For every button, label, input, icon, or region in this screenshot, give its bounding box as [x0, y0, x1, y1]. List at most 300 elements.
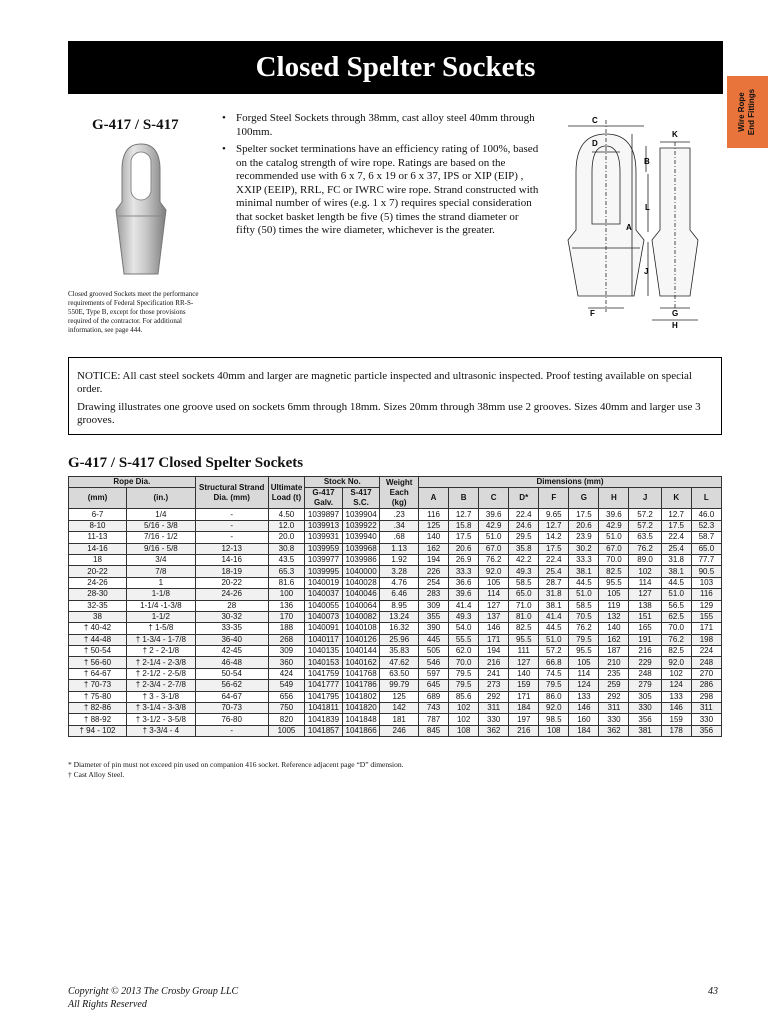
header-strand-dia: Structural Strand Dia. (mm) — [195, 477, 268, 509]
table-cell: 44.5 — [539, 623, 569, 634]
table-cell: 210 — [599, 657, 629, 668]
table-cell: 1039977 — [305, 554, 343, 565]
table-cell: 750 — [268, 703, 305, 714]
table-cell: 49.3 — [449, 611, 479, 622]
table-row — [69, 714, 722, 725]
table-cell: † 82-86 — [69, 703, 127, 714]
table-cell: 31.8 — [539, 589, 569, 600]
table-cell: 102 — [449, 703, 479, 714]
table-cell: 74.5 — [539, 668, 569, 679]
table-cell: 57.2 — [629, 520, 661, 531]
table-cell: † 88-92 — [69, 714, 127, 725]
table-cell: † 40-42 — [69, 623, 127, 634]
table-cell: - — [195, 725, 268, 736]
table-row — [69, 703, 722, 714]
table-cell: 181 — [380, 714, 419, 725]
table-cell: † 2-1/2 - 2-5/8 — [126, 668, 195, 679]
table-cell: 1040037 — [305, 589, 343, 600]
table-cell: 5/16 - 3/8 — [126, 520, 195, 531]
table-cell: 235 — [599, 668, 629, 679]
table-cell: 445 — [419, 634, 449, 645]
table-cell: † 94 - 102 — [69, 725, 127, 736]
table-cell: 51.0 — [569, 589, 599, 600]
table-cell: 26.9 — [449, 554, 479, 565]
table-cell: 41.4 — [539, 611, 569, 622]
table-cell: 22.4 — [661, 532, 691, 543]
table-cell: 140 — [419, 532, 449, 543]
table-cell: 162 — [419, 543, 449, 554]
feature-item: • Spelter socket terminations have an efficiency rating of 100%, based on the catalog strength of wire rope. Ratings are based on the recommended use with 6 x 7, 6 x 19 or 6 x 37, IPS or XIP (EIP) , XXIP (EEIP), RRL, FC or IWRC wire rope. Strand constructed with minimal number of wires (e.g. 1 x 7) requires special consideration that socket basket length be five (5) times the strand diameter or fifty (50) times the wire diameter, whichever is the greater. — [218, 143, 540, 238]
table-cell: 146 — [661, 703, 691, 714]
table-cell: † 3-1/4 - 3-3/8 — [126, 703, 195, 714]
table-cell: 79.5 — [569, 634, 599, 645]
table-cell: 1041777 — [305, 680, 343, 691]
table-cell: 1040082 — [342, 611, 380, 622]
table-cell: 99.79 — [380, 680, 419, 691]
table-cell: 787 — [419, 714, 449, 725]
table-cell: 70-73 — [195, 703, 268, 714]
table-cell: 43.5 — [268, 554, 305, 565]
table-cell: 1/4 — [126, 509, 195, 520]
table-cell: 56-62 — [195, 680, 268, 691]
table-cell: 114 — [629, 577, 661, 588]
table-cell: 1039904 — [342, 509, 380, 520]
table-cell: 79.5 — [449, 668, 479, 679]
table-cell: 8.95 — [380, 600, 419, 611]
table-cell: 546 — [419, 657, 449, 668]
table-row — [69, 680, 722, 691]
table-cell: .34 — [380, 520, 419, 531]
table-cell: 194 — [479, 646, 509, 657]
table-cell: 20.6 — [569, 520, 599, 531]
table-cell: 28 — [195, 600, 268, 611]
header-weight: Weight Each (kg) — [380, 477, 419, 509]
table-cell: 47.62 — [380, 657, 419, 668]
photo-caption: Closed grooved Sockets meet the performance requirements of Federal Specification RR-S-550E, Type B, except for those provisions required of the contractor. For additional information, see page 444. — [68, 290, 199, 334]
table-cell: 29.5 — [509, 532, 539, 543]
table-cell: † 2 - 2-1/8 — [126, 646, 195, 657]
table-cell: 656 — [268, 691, 305, 702]
spec-table — [68, 476, 722, 737]
table-cell: 33-35 — [195, 623, 268, 634]
table-cell: 1040126 — [342, 634, 380, 645]
table-cell: 1039986 — [342, 554, 380, 565]
table-cell: 1040108 — [342, 623, 380, 634]
table-cell: 1041795 — [305, 691, 343, 702]
table-cell: 70.0 — [661, 623, 691, 634]
table-cell: 273 — [479, 680, 509, 691]
table-cell: 1039931 — [305, 532, 343, 543]
table-cell: 820 — [268, 714, 305, 725]
table-cell: 198 — [691, 634, 721, 645]
table-cell: 171 — [479, 634, 509, 645]
table-cell: 17.5 — [661, 520, 691, 531]
table-cell: 46.0 — [691, 509, 721, 520]
table-cell: 9.65 — [539, 509, 569, 520]
table-cell: 17.5 — [569, 509, 599, 520]
table-cell: 79.5 — [449, 680, 479, 691]
table-cell: 20.6 — [449, 543, 479, 554]
table-cell: 95.5 — [509, 634, 539, 645]
table-cell: † 3 - 3-1/8 — [126, 691, 195, 702]
table-row — [69, 577, 722, 588]
table-cell: 25.4 — [539, 566, 569, 577]
table-cell: † 2-1/4 - 2-3/8 — [126, 657, 195, 668]
table-cell: 743 — [419, 703, 449, 714]
dim-label-a: A — [626, 223, 632, 232]
table-cell: 1041820 — [342, 703, 380, 714]
table-cell: 24-26 — [195, 589, 268, 600]
table-cell: 279 — [629, 680, 661, 691]
table-cell: 108 — [539, 725, 569, 736]
table-cell: 95.5 — [599, 577, 629, 588]
dim-label-h: H — [672, 321, 678, 330]
table-cell: 108 — [449, 725, 479, 736]
table-cell: 1041759 — [305, 668, 343, 679]
table-cell: 30-32 — [195, 611, 268, 622]
table-cell: 356 — [691, 725, 721, 736]
table-cell: 1040073 — [305, 611, 343, 622]
copyright — [68, 985, 238, 1011]
table-cell: 362 — [599, 725, 629, 736]
table-cell: 12.7 — [539, 520, 569, 531]
table-cell: 8-10 — [69, 520, 127, 531]
page-title-text: Closed Spelter Sockets — [255, 51, 536, 83]
table-cell: 92.0 — [479, 566, 509, 577]
table-cell: 70.0 — [599, 554, 629, 565]
table-cell: 42.9 — [599, 520, 629, 531]
table-row — [69, 589, 722, 600]
section-tab-line-1: Wire Rope — [737, 92, 747, 132]
footnote: † Cast Alloy Steel. — [68, 770, 125, 779]
table-cell: 114 — [569, 668, 599, 679]
section-tab[interactable] — [727, 76, 768, 148]
table-cell: 171 — [509, 691, 539, 702]
table-cell: 30.8 — [268, 543, 305, 554]
table-row — [69, 566, 722, 577]
notice-text: NOTICE: All cast steel sockets 40mm and larger are magnetic particle inspected and ultrasonic inspected. Proof testing available on special order. — [77, 370, 692, 395]
table-cell: 1-1/2 — [126, 611, 195, 622]
table-cell: 98.5 — [539, 714, 569, 725]
table-cell: 102 — [629, 566, 661, 577]
table-cell: 1039922 — [342, 520, 380, 531]
table-cell: .68 — [380, 532, 419, 543]
table-cell: 6.46 — [380, 589, 419, 600]
table-cell: 171 — [691, 623, 721, 634]
table-cell: 246 — [380, 725, 419, 736]
table-cell: 9/16 - 5/8 — [126, 543, 195, 554]
table-cell: † 75-80 — [69, 691, 127, 702]
table-cell: 645 — [419, 680, 449, 691]
table-row — [69, 668, 722, 679]
table-cell: 82.5 — [661, 646, 691, 657]
table-cell: 12.7 — [661, 509, 691, 520]
table-cell: 3/4 — [126, 554, 195, 565]
table-cell: 49.3 — [509, 566, 539, 577]
table-cell: 89.0 — [629, 554, 661, 565]
table-cell: 1040135 — [305, 646, 343, 657]
table-cell: 1039995 — [305, 566, 343, 577]
table-cell: 81.0 — [509, 611, 539, 622]
table-cell: 1 — [126, 577, 195, 588]
table-cell: 58.5 — [509, 577, 539, 588]
dim-label-g: G — [672, 309, 679, 318]
table-cell: 270 — [691, 668, 721, 679]
table-cell: † 1-3/4 - 1-7/8 — [126, 634, 195, 645]
header-s417: S-417 S.C. — [342, 488, 380, 509]
table-cell: 38.1 — [661, 566, 691, 577]
table-cell: 42-45 — [195, 646, 268, 657]
table-cell: 155 — [691, 611, 721, 622]
table-cell: 36.6 — [449, 577, 479, 588]
table-cell: 20.0 — [268, 532, 305, 543]
table-cell: 38 — [69, 611, 127, 622]
table-cell: † 2-3/4 - 2-7/8 — [126, 680, 195, 691]
table-cell: 1040117 — [305, 634, 343, 645]
table-cell: 35.8 — [509, 543, 539, 554]
table-cell: 33.3 — [449, 566, 479, 577]
footnote: * Diameter of pin must not exceed pin used on companion 416 socket. Reference adjacent page “D” dimension. — [68, 760, 404, 769]
table-cell: 82.5 — [509, 623, 539, 634]
table-cell: 845 — [419, 725, 449, 736]
dimension-drawing — [548, 112, 718, 334]
table-cell: 140 — [599, 623, 629, 634]
table-cell: 390 — [419, 623, 449, 634]
table-cell: 311 — [599, 703, 629, 714]
table-cell: 18 — [69, 554, 127, 565]
header-b: B — [449, 488, 479, 509]
table-cell: 1041848 — [342, 714, 380, 725]
table-cell: 1040000 — [342, 566, 380, 577]
table-cell: 248 — [691, 657, 721, 668]
table-cell: 14-16 — [195, 554, 268, 565]
table-cell: 42.2 — [509, 554, 539, 565]
table-cell: 6-7 — [69, 509, 127, 520]
table-cell: - — [195, 520, 268, 531]
table-cell: 1041768 — [342, 668, 380, 679]
table-cell: 1-1/4 -1-3/8 — [126, 600, 195, 611]
table-cell: 14-16 — [69, 543, 127, 554]
table-cell: 18-19 — [195, 566, 268, 577]
table-cell: 330 — [479, 714, 509, 725]
table-cell: 15.8 — [449, 520, 479, 531]
table-cell: 52.3 — [691, 520, 721, 531]
table-cell: 51.0 — [539, 634, 569, 645]
table-cell: 146 — [569, 703, 599, 714]
table-cell: 24-26 — [69, 577, 127, 588]
table-cell: 12.7 — [449, 509, 479, 520]
table-cell: 76-80 — [195, 714, 268, 725]
table-title: G-417 / S-417 Closed Spelter Sockets — [68, 455, 304, 471]
table-cell: † 64-67 — [69, 668, 127, 679]
dim-label-f: F — [590, 309, 595, 318]
table-cell: 58.5 — [569, 600, 599, 611]
table-cell: 76.2 — [479, 554, 509, 565]
table-cell: 39.6 — [599, 509, 629, 520]
table-cell: 111 — [509, 646, 539, 657]
table-cell: 136 — [268, 600, 305, 611]
table-cell: 33.3 — [569, 554, 599, 565]
table-cell: 125 — [380, 691, 419, 702]
table-cell: 62.0 — [449, 646, 479, 657]
table-cell: 689 — [419, 691, 449, 702]
table-cell: 286 — [691, 680, 721, 691]
table-row — [69, 691, 722, 702]
table-cell: 381 — [629, 725, 661, 736]
footnotes — [68, 760, 404, 780]
table-cell: 32-35 — [69, 600, 127, 611]
table-cell: 105 — [479, 577, 509, 588]
table-cell: 1.13 — [380, 543, 419, 554]
table-row — [69, 623, 722, 634]
table-cell: 51.0 — [599, 532, 629, 543]
table-cell: 81.6 — [268, 577, 305, 588]
table-cell: 105 — [599, 589, 629, 600]
socket-photo — [108, 140, 174, 280]
feature-list — [218, 112, 540, 242]
table-cell: 184 — [509, 703, 539, 714]
table-cell: 86.0 — [539, 691, 569, 702]
header-g417: G-417 Galv. — [305, 488, 343, 509]
table-cell: 127 — [629, 589, 661, 600]
table-cell: 102 — [661, 668, 691, 679]
table-row — [69, 657, 722, 668]
table-cell: 505 — [419, 646, 449, 657]
table-cell: 76.2 — [661, 634, 691, 645]
table-cell: 191 — [629, 634, 661, 645]
table-cell: 292 — [479, 691, 509, 702]
header-stock-no: Stock No. — [305, 477, 380, 488]
table-cell: 194 — [419, 554, 449, 565]
table-cell: 292 — [599, 691, 629, 702]
table-cell: 38.1 — [569, 566, 599, 577]
table-cell: 24.6 — [509, 520, 539, 531]
table-cell: 151 — [629, 611, 661, 622]
spec-table-body — [69, 509, 722, 737]
table-cell: 197 — [509, 714, 539, 725]
notice-text: Drawing illustrates one groove used on sockets 6mm through 18mm. Sizes 20mm through 38mm use 2 grooves. Sizes 40mm and larger use 3 grooves. — [77, 401, 701, 426]
table-cell: 90.5 — [691, 566, 721, 577]
header-mm: (mm) — [69, 488, 127, 509]
table-cell: 1039940 — [342, 532, 380, 543]
table-cell: 100 — [268, 589, 305, 600]
table-cell: 549 — [268, 680, 305, 691]
table-row — [69, 509, 722, 520]
table-row — [69, 634, 722, 645]
table-cell: 259 — [599, 680, 629, 691]
header-j: J — [629, 488, 661, 509]
table-cell: 142 — [380, 703, 419, 714]
table-cell: 597 — [419, 668, 449, 679]
table-cell: 56.5 — [661, 600, 691, 611]
dim-label-k: K — [672, 130, 678, 139]
table-cell: 330 — [629, 703, 661, 714]
header-rope-dia: Rope Dia. — [69, 477, 196, 488]
table-cell: 92.0 — [661, 657, 691, 668]
table-cell: 4.50 — [268, 509, 305, 520]
table-cell: 114 — [479, 589, 509, 600]
table-cell: 58.7 — [691, 532, 721, 543]
header-h: H — [599, 488, 629, 509]
header-d: D* — [509, 488, 539, 509]
table-cell: 116 — [691, 589, 721, 600]
table-cell: 17.5 — [539, 543, 569, 554]
header-g: G — [569, 488, 599, 509]
table-cell: 178 — [661, 725, 691, 736]
table-cell: 160 — [569, 714, 599, 725]
header-dimensions: Dimensions (mm) — [419, 477, 722, 488]
table-cell: 305 — [629, 691, 661, 702]
table-cell: 67.0 — [599, 543, 629, 554]
table-cell: 226 — [419, 566, 449, 577]
table-cell: 14.2 — [539, 532, 569, 543]
header-in: (in.) — [126, 488, 195, 509]
table-cell: 79.5 — [539, 680, 569, 691]
table-cell: 12-13 — [195, 543, 268, 554]
table-cell: 103 — [691, 577, 721, 588]
table-cell: 127 — [479, 600, 509, 611]
table-cell: † 3-3/4 - 4 — [126, 725, 195, 736]
table-cell: - — [195, 509, 268, 520]
table-cell: 28.7 — [539, 577, 569, 588]
table-cell: 39.6 — [479, 509, 509, 520]
table-cell: 1040028 — [342, 577, 380, 588]
table-cell: 1040153 — [305, 657, 343, 668]
table-cell: - — [195, 532, 268, 543]
table-cell: 1005 — [268, 725, 305, 736]
table-cell: 1041802 — [342, 691, 380, 702]
header-c: C — [479, 488, 509, 509]
table-cell: 309 — [419, 600, 449, 611]
table-cell: 82.5 — [599, 566, 629, 577]
table-cell: 51.0 — [661, 589, 691, 600]
table-cell: 1041857 — [305, 725, 343, 736]
table-cell: 63.5 — [629, 532, 661, 543]
table-cell: 66.8 — [539, 657, 569, 668]
table-cell: 76.2 — [629, 543, 661, 554]
table-cell: 283 — [419, 589, 449, 600]
table-cell: 1040162 — [342, 657, 380, 668]
table-cell: 23.9 — [569, 532, 599, 543]
header-ultimate-load: Ultimate Load (t) — [268, 477, 305, 509]
table-cell: 1040019 — [305, 577, 343, 588]
table-cell: 50-54 — [195, 668, 268, 679]
table-cell: 54.0 — [449, 623, 479, 634]
table-cell: 254 — [419, 577, 449, 588]
table-cell: 311 — [479, 703, 509, 714]
table-cell: 1041866 — [342, 725, 380, 736]
dim-label-j: J — [644, 267, 649, 276]
table-cell: 1-1/8 — [126, 589, 195, 600]
table-cell: 309 — [268, 646, 305, 657]
table-cell: 184 — [569, 725, 599, 736]
table-cell: 129 — [691, 600, 721, 611]
header-a: A — [419, 488, 449, 509]
table-row — [69, 554, 722, 565]
table-cell: 330 — [691, 714, 721, 725]
table-cell: 1041811 — [305, 703, 343, 714]
header-k: K — [661, 488, 691, 509]
table-cell: 51.0 — [479, 532, 509, 543]
table-cell: † 1-5/8 — [126, 623, 195, 634]
table-cell: 140 — [509, 668, 539, 679]
table-row — [69, 520, 722, 531]
table-cell: 216 — [509, 725, 539, 736]
table-cell: 362 — [479, 725, 509, 736]
table-cell: 133 — [661, 691, 691, 702]
table-cell: 65.0 — [509, 589, 539, 600]
table-row — [69, 543, 722, 554]
